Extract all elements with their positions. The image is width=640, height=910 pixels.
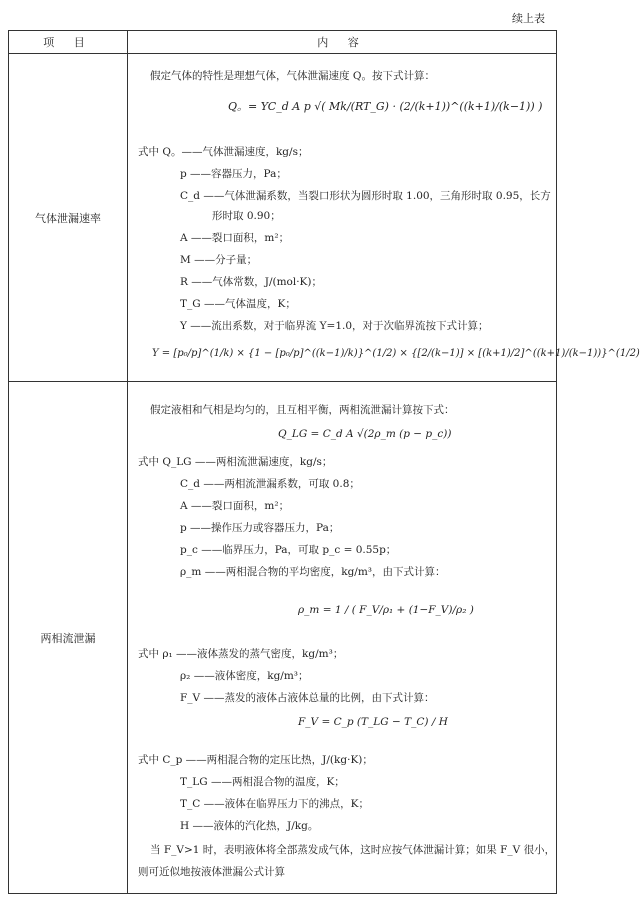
intro-text: 假定气体的特性是理想气体，气体泄漏速度 Q。按下式计算： — [150, 70, 435, 82]
def-line: F_V ——蒸发的液体占液体总量的比例，由下式计算： — [180, 692, 435, 704]
def-line: ρ₂ ——液体密度，kg/m³； — [180, 670, 309, 682]
col-item-header: 项 目 — [9, 31, 128, 54]
def-line: M ——分子量； — [180, 254, 258, 266]
def-line: p_c ——临界压力，Pa，可取 p_c = 0.55p； — [180, 544, 397, 556]
def-line: 式中 ρ₁ ——液体蒸发的蒸气密度，kg/m³； — [138, 648, 344, 660]
formula-two-phase-main: Q_LG = C_d A √(2ρ_m (p − p_c)) — [278, 428, 452, 440]
def-line: T_G ——气体温度，K； — [180, 298, 296, 310]
def-line: Y ——流出系数，对于临界流 Y=1.0，对于次临界流按下式计算； — [180, 320, 489, 332]
table-row — [9, 54, 557, 382]
formula-rho: ρ_m = 1 / ( F_V/ρ₁ + (1−F_V)/ρ₂ ) — [298, 604, 474, 616]
intro-text: 假定液相和气相是均匀的，且互相平衡，两相流泄漏计算按下式： — [150, 404, 455, 416]
def-line: p ——容器压力，Pa； — [180, 168, 287, 180]
def-line: p ——操作压力或容器压力，Pa； — [180, 522, 340, 534]
formula-gas-y: Y = [p₀/p]^(1/k) × {1 − [p₀/p]^((k−1)/k)}^(1/2) × {[2/(k−1)] × [(k+1)/2]^((k+1)/(k−1))}^(1/2) — [152, 348, 640, 359]
row-item-gas-leak: 气体泄漏速率 — [9, 54, 128, 382]
table-row — [9, 382, 557, 894]
def-line: T_LG ——两相混合物的温度，K； — [180, 776, 345, 788]
def-line: 式中 C_p ——两相混合物的定压比热，J/(kg·K)； — [138, 754, 373, 766]
def-line: A ——裂口面积，m²； — [180, 232, 290, 244]
def-line: 式中 Q。——气体泄漏速度，kg/s； — [138, 146, 309, 158]
def-line: 形时取 0.90； — [212, 210, 281, 222]
def-line: C_d ——气体泄漏系数，当裂口形状为圆形时取 1.00，三角形时取 0.95，长方 — [180, 190, 551, 202]
spec-table — [8, 30, 640, 894]
def-line: R ——气体常数，J/(mol·K)； — [180, 276, 323, 288]
def-line: T_C ——液体在临界压力下的沸点，K； — [180, 798, 369, 810]
row-item-two-phase: 两相流泄漏 — [9, 382, 128, 894]
row-content-gas-leak — [128, 54, 640, 382]
formula-gas-main: Q。= YC_d A p √( Mk/(RT_G) · (2/(k+1))^((k+1)/(k−1)) ) — [228, 100, 543, 113]
table-header-row — [9, 31, 557, 54]
row-content-two-phase — [128, 382, 557, 894]
def-line: 式中 Q_LG ——两相流泄漏速度，kg/s； — [138, 456, 333, 468]
def-line: ρ_m ——两相混合物的平均密度，kg/m³，由下式计算： — [180, 566, 446, 578]
formula-fv: F_V = C_p (T_LG − T_C) / H — [298, 716, 448, 728]
note-line: 则可近似地按液体泄漏公式计算 — [138, 866, 285, 878]
def-line: A ——裂口面积，m²； — [180, 500, 290, 512]
note-line: 当 F_V>1 时，表明液体将全部蒸发成气体，这时应按气体泄漏计算；如果 F_V 很小， — [150, 844, 556, 856]
col-content-header: 内 容 — [128, 31, 557, 54]
continued-label: 续上表 — [512, 12, 545, 25]
def-line: C_d ——两相流泄漏系数，可取 0.8； — [180, 478, 360, 490]
def-line: H ——液体的汽化热，J/kg。 — [180, 820, 319, 832]
